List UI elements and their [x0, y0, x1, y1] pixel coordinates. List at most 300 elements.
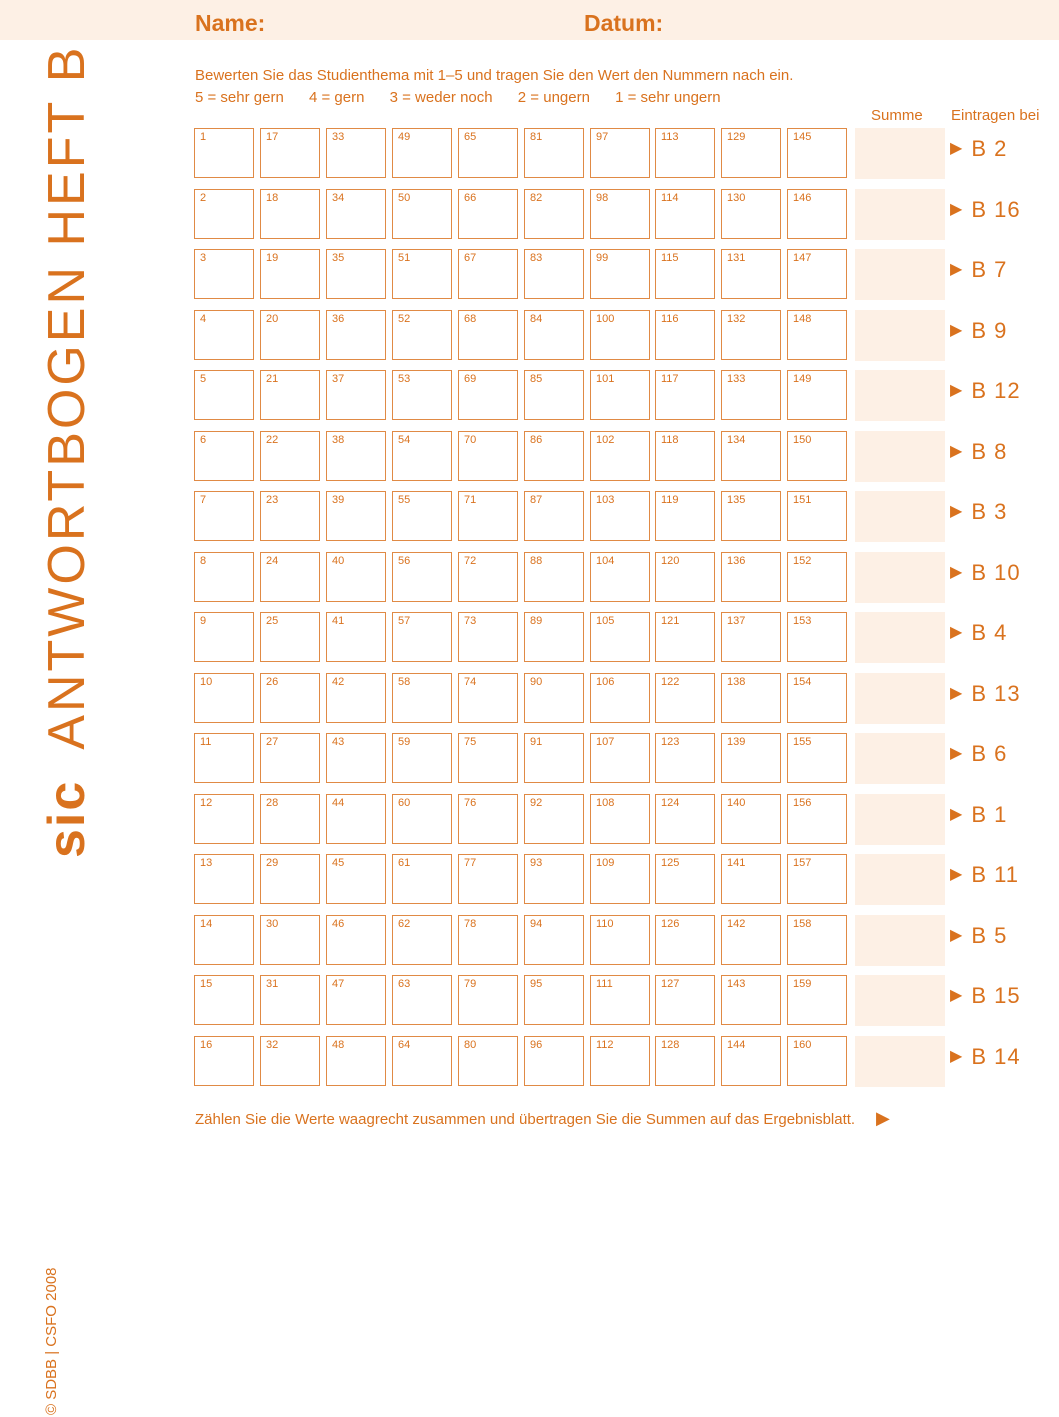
target-code: B 13 [971, 680, 1021, 706]
answer-cell[interactable] [655, 975, 715, 1025]
item-number: 29 [266, 857, 279, 869]
answer-cell[interactable] [260, 249, 320, 299]
answer-cell[interactable] [326, 612, 386, 662]
answer-cell[interactable] [326, 552, 386, 602]
answer-cell[interactable] [458, 552, 518, 602]
item-number: 53 [398, 373, 411, 385]
answer-cell[interactable] [590, 189, 650, 239]
answer-cell[interactable] [590, 128, 650, 178]
answer-cell[interactable] [590, 491, 650, 541]
answer-cell[interactable] [590, 794, 650, 844]
answer-cell[interactable] [721, 854, 781, 904]
answer-cell[interactable] [458, 915, 518, 965]
item-number: 142 [727, 917, 746, 930]
answer-cell[interactable] [655, 189, 715, 239]
answer-cell[interactable] [524, 794, 584, 844]
triangle-right-icon: ▶ [950, 321, 964, 339]
target-label [950, 681, 1021, 707]
item-number: 14 [200, 917, 213, 930]
answer-cell[interactable] [721, 915, 781, 965]
sum-field[interactable] [855, 491, 945, 542]
table-row [194, 310, 1054, 362]
sum-field[interactable] [855, 310, 945, 361]
triangle-right-icon: ▶ [950, 866, 964, 883]
answer-cell[interactable] [260, 794, 320, 844]
answer-cell[interactable] [458, 1036, 518, 1086]
answer-cell[interactable] [194, 612, 254, 662]
sum-field[interactable] [855, 673, 945, 724]
answer-cell[interactable] [326, 975, 386, 1025]
item-number: 35 [332, 252, 345, 264]
table-row [194, 552, 1054, 604]
item-number: 28 [266, 796, 279, 809]
item-number: 27 [266, 736, 279, 748]
answer-cell[interactable] [458, 794, 518, 844]
table-row [194, 673, 1054, 725]
item-number: 4 [200, 312, 207, 325]
answer-cell[interactable] [590, 612, 650, 662]
item-number: 97 [596, 131, 609, 143]
item-number: 112 [596, 1038, 614, 1051]
target-code: B 10 [971, 559, 1021, 585]
item-number: 116 [661, 312, 679, 325]
target-code: B 4 [971, 620, 1008, 645]
item-number: 111 [596, 978, 613, 990]
item-number: 67 [464, 252, 477, 264]
answer-cell[interactable] [655, 733, 715, 783]
answer-cell[interactable] [326, 310, 386, 360]
answer-cell[interactable] [194, 915, 254, 965]
triangle-right-icon: ▶ [950, 503, 964, 520]
answer-cell[interactable] [787, 975, 847, 1025]
answer-cell[interactable] [721, 128, 781, 178]
answer-cell[interactable] [194, 854, 254, 904]
answer-cell[interactable] [326, 733, 386, 783]
answer-cell[interactable] [392, 975, 452, 1025]
answer-cell[interactable] [326, 1036, 386, 1086]
table-row [194, 128, 1054, 180]
answer-cell[interactable] [260, 733, 320, 783]
answer-cell[interactable] [392, 128, 452, 178]
item-number: 134 [727, 433, 746, 446]
answer-cell[interactable] [721, 612, 781, 662]
target-code: B 14 [971, 1043, 1021, 1069]
answer-cell[interactable] [524, 975, 584, 1025]
answer-cell[interactable] [260, 370, 320, 420]
answer-cell[interactable] [392, 673, 452, 723]
answer-cell[interactable] [458, 310, 518, 360]
copyright-text: © SDBB | CSFO 2008 [43, 1267, 60, 1415]
target-label [950, 802, 1007, 828]
answer-cell[interactable] [655, 431, 715, 481]
item-number: 141 [727, 857, 746, 869]
answer-cell[interactable] [787, 431, 847, 481]
answer-cell[interactable] [326, 431, 386, 481]
item-number: 128 [661, 1038, 680, 1051]
item-number: 86 [530, 433, 543, 446]
item-number: 49 [398, 131, 411, 143]
answer-cell[interactable] [787, 612, 847, 662]
answer-cell[interactable] [392, 491, 452, 541]
table-row [194, 915, 1054, 967]
item-number: 105 [596, 615, 615, 627]
item-number: 13 [200, 857, 213, 869]
answer-cell[interactable] [194, 431, 254, 481]
sum-field[interactable] [855, 431, 945, 482]
item-number: 147 [793, 252, 812, 264]
sum-field[interactable] [855, 370, 945, 421]
answer-cell[interactable] [194, 370, 254, 420]
answer-cell[interactable] [721, 1036, 781, 1086]
footer-instruction: Zählen Sie die Werte waagrecht zusammen und übertragen Sie die Summen auf das Ergebnisblatt. [195, 1111, 856, 1128]
answer-cell[interactable] [787, 491, 847, 541]
answer-cell[interactable] [260, 128, 320, 178]
answer-cell[interactable] [260, 310, 320, 360]
answer-cell[interactable] [787, 673, 847, 723]
answer-cell[interactable] [326, 128, 386, 178]
target-label [950, 741, 1007, 767]
item-number: 133 [727, 373, 746, 385]
answer-cell[interactable] [721, 794, 781, 844]
date-label: Datum: [584, 10, 664, 36]
triangle-right-icon: ▶ [950, 624, 964, 641]
item-number: 118 [661, 433, 679, 446]
answer-cell[interactable] [524, 128, 584, 178]
answer-cell[interactable] [194, 310, 254, 360]
answer-cell[interactable] [655, 854, 715, 904]
item-number: 15 [200, 978, 213, 990]
item-number: 24 [266, 554, 279, 567]
answer-cell[interactable] [194, 733, 254, 783]
item-number: 108 [596, 796, 615, 809]
sum-field[interactable] [855, 249, 945, 300]
item-number: 75 [464, 736, 477, 748]
sum-field[interactable] [855, 733, 945, 784]
answer-cell[interactable] [655, 370, 715, 420]
answer-cell[interactable] [260, 854, 320, 904]
answer-cell[interactable] [392, 370, 452, 420]
answer-cell[interactable] [392, 189, 452, 239]
item-number: 130 [727, 191, 746, 204]
answer-cell[interactable] [721, 431, 781, 481]
answer-cell[interactable] [326, 370, 386, 420]
sum-field[interactable] [855, 552, 945, 603]
item-number: 139 [727, 736, 746, 748]
target-label [950, 620, 1007, 646]
item-number: 124 [661, 796, 680, 809]
item-number: 85 [530, 373, 543, 385]
table-row [194, 189, 1054, 241]
item-number: 7 [200, 494, 207, 506]
item-number: 12 [200, 796, 213, 809]
item-number: 59 [398, 736, 411, 748]
answer-cell[interactable] [392, 552, 452, 602]
answer-cell[interactable] [787, 552, 847, 602]
answer-cell[interactable] [655, 552, 715, 602]
answer-cell[interactable] [590, 975, 650, 1025]
answer-cell[interactable] [787, 128, 847, 178]
item-number: 115 [661, 252, 679, 264]
answer-cell[interactable] [194, 249, 254, 299]
sum-field[interactable] [855, 1036, 945, 1087]
item-number: 94 [530, 917, 543, 930]
item-number: 91 [530, 736, 543, 748]
answer-cell[interactable] [194, 189, 254, 239]
answer-cell[interactable] [524, 189, 584, 239]
item-number: 37 [332, 373, 345, 385]
answer-cell[interactable] [524, 733, 584, 783]
answer-cell[interactable] [721, 491, 781, 541]
item-number: 38 [332, 433, 345, 446]
target-code: B 15 [971, 983, 1021, 1008]
answer-cell[interactable] [392, 1036, 452, 1086]
sum-field[interactable] [855, 128, 945, 179]
answer-cell[interactable] [458, 189, 518, 239]
answer-cell[interactable] [260, 673, 320, 723]
answer-cell[interactable] [721, 673, 781, 723]
answer-cell[interactable] [590, 673, 650, 723]
answer-cell[interactable] [194, 673, 254, 723]
answer-cell[interactable] [260, 491, 320, 541]
answer-cell[interactable] [458, 370, 518, 420]
item-number: 140 [727, 796, 746, 809]
item-number: 102 [596, 433, 615, 446]
target-label [950, 862, 1019, 888]
item-number: 146 [793, 191, 812, 204]
answer-cell[interactable] [590, 1036, 650, 1086]
item-number: 76 [464, 796, 477, 809]
answer-cell[interactable] [590, 310, 650, 360]
answer-cell[interactable] [260, 975, 320, 1025]
answer-cell[interactable] [655, 612, 715, 662]
sum-field[interactable] [855, 794, 945, 845]
answer-cell[interactable] [260, 612, 320, 662]
answer-cell[interactable] [721, 975, 781, 1025]
legend-item: 2 = ungern [517, 89, 590, 106]
item-number: 121 [661, 615, 680, 627]
answer-cell[interactable] [524, 1036, 584, 1086]
item-number: 151 [793, 494, 812, 506]
answer-cell[interactable] [524, 854, 584, 904]
answer-cell[interactable] [392, 612, 452, 662]
answer-cell[interactable] [590, 370, 650, 420]
answer-cell[interactable] [524, 310, 584, 360]
answer-cell[interactable] [458, 612, 518, 662]
answer-cell[interactable] [787, 794, 847, 844]
item-number: 149 [793, 373, 812, 385]
answer-cell[interactable] [655, 128, 715, 178]
answer-cell[interactable] [392, 310, 452, 360]
answer-cell[interactable] [194, 491, 254, 541]
item-number: 81 [530, 131, 543, 143]
sum-field[interactable] [855, 612, 945, 663]
answer-cell[interactable] [458, 491, 518, 541]
answer-cell[interactable] [458, 854, 518, 904]
answer-cell[interactable] [524, 673, 584, 723]
answer-cell[interactable] [392, 915, 452, 965]
item-number: 122 [661, 675, 680, 688]
item-number: 2 [200, 191, 207, 204]
item-number: 60 [398, 796, 411, 809]
item-number: 152 [793, 554, 812, 567]
item-number: 144 [727, 1038, 746, 1051]
item-number: 57 [398, 615, 411, 627]
answer-cell[interactable] [655, 310, 715, 360]
answer-cell[interactable] [524, 915, 584, 965]
item-number: 148 [793, 312, 812, 325]
answer-cell[interactable] [326, 854, 386, 904]
target-label [950, 257, 1007, 283]
answer-cell[interactable] [787, 1036, 847, 1086]
answer-cell[interactable] [655, 1036, 715, 1086]
answer-cell[interactable] [458, 431, 518, 481]
item-number: 132 [727, 312, 746, 325]
item-number: 157 [793, 857, 812, 869]
item-number: 45 [332, 857, 345, 869]
item-number: 159 [793, 978, 812, 990]
answer-cell[interactable] [326, 794, 386, 844]
triangle-right-icon: ▶ [950, 140, 964, 157]
answer-cell[interactable] [392, 794, 452, 844]
answer-cell[interactable] [721, 310, 781, 360]
answer-cell[interactable] [458, 733, 518, 783]
item-number: 68 [464, 312, 477, 325]
sum-field[interactable] [855, 854, 945, 905]
answer-cell[interactable] [655, 249, 715, 299]
answer-cell[interactable] [524, 552, 584, 602]
answer-cell[interactable] [260, 189, 320, 239]
target-label [950, 499, 1007, 525]
answer-cell[interactable] [524, 370, 584, 420]
target-code: B 1 [971, 801, 1008, 827]
answer-cell[interactable] [260, 431, 320, 481]
answer-cell[interactable] [392, 431, 452, 481]
target-label [950, 983, 1021, 1009]
answer-cell[interactable] [721, 552, 781, 602]
answer-cell[interactable] [194, 794, 254, 844]
answer-cell[interactable] [260, 552, 320, 602]
answer-cell[interactable] [787, 189, 847, 239]
answer-cell[interactable] [787, 249, 847, 299]
answer-cell[interactable] [194, 975, 254, 1025]
item-number: 5 [200, 373, 207, 385]
target-code: B 2 [971, 136, 1008, 161]
answer-cell[interactable] [655, 491, 715, 541]
answer-cell[interactable] [590, 552, 650, 602]
answer-cell[interactable] [458, 975, 518, 1025]
answer-cell[interactable] [392, 854, 452, 904]
answer-cell[interactable] [721, 370, 781, 420]
item-number: 56 [398, 554, 411, 567]
item-number: 153 [793, 615, 812, 627]
answer-cell[interactable] [458, 249, 518, 299]
answer-cell[interactable] [458, 673, 518, 723]
item-number: 158 [793, 917, 812, 930]
item-number: 47 [332, 978, 345, 990]
item-number: 8 [200, 554, 207, 567]
legend-item: 4 = gern [308, 89, 365, 106]
item-number: 100 [596, 312, 615, 325]
item-number: 1 [200, 131, 207, 143]
answer-cell[interactable] [260, 1036, 320, 1086]
answer-cell[interactable] [524, 612, 584, 662]
item-number: 34 [332, 191, 345, 204]
answer-cell[interactable] [787, 733, 847, 783]
item-number: 150 [793, 433, 812, 446]
item-number: 74 [464, 675, 477, 688]
legend-item: 1 = sehr ungern [615, 89, 721, 106]
answer-cell[interactable] [590, 249, 650, 299]
answer-cell[interactable] [787, 854, 847, 904]
answer-cell[interactable] [194, 552, 254, 602]
answer-cell[interactable] [326, 249, 386, 299]
answer-cell[interactable] [590, 733, 650, 783]
item-number: 42 [332, 675, 345, 688]
item-number: 88 [530, 554, 543, 567]
target-label [950, 439, 1007, 465]
target-code: B 3 [971, 499, 1008, 524]
item-number: 69 [464, 373, 477, 385]
sum-field[interactable] [855, 975, 945, 1026]
answer-cell[interactable] [392, 249, 452, 299]
answer-cell[interactable] [655, 915, 715, 965]
answer-cell[interactable] [524, 491, 584, 541]
table-row [194, 854, 1054, 906]
answer-cell[interactable] [458, 128, 518, 178]
item-number: 39 [332, 494, 345, 506]
answer-cell[interactable] [326, 915, 386, 965]
answer-cell[interactable] [194, 128, 254, 178]
item-number: 26 [266, 675, 279, 688]
item-number: 58 [398, 675, 411, 688]
sum-field[interactable] [855, 915, 945, 966]
answer-cell[interactable] [392, 733, 452, 783]
target-column-header: Eintragen bei [951, 107, 1040, 124]
answer-cell[interactable] [787, 310, 847, 360]
answer-cell[interactable] [721, 733, 781, 783]
answer-cell[interactable] [590, 915, 650, 965]
sum-field[interactable] [855, 189, 945, 240]
item-number: 40 [332, 554, 345, 567]
target-label [950, 136, 1007, 162]
answer-cell[interactable] [326, 673, 386, 723]
answer-cell[interactable] [524, 249, 584, 299]
legend-item: 5 = sehr gern [195, 89, 284, 106]
answer-cell[interactable] [787, 915, 847, 965]
answer-cell[interactable] [721, 249, 781, 299]
answer-cell[interactable] [326, 189, 386, 239]
answer-cell[interactable] [524, 431, 584, 481]
item-number: 9 [200, 615, 207, 627]
answer-cell[interactable] [655, 673, 715, 723]
answer-cell[interactable] [721, 189, 781, 239]
answer-cell[interactable] [194, 1036, 254, 1086]
item-number: 104 [596, 554, 615, 567]
item-number: 80 [464, 1038, 477, 1051]
answer-cell[interactable] [260, 915, 320, 965]
item-number: 41 [332, 615, 345, 627]
item-number: 119 [661, 494, 679, 506]
item-number: 126 [661, 917, 680, 930]
item-number: 155 [793, 736, 812, 748]
answer-cell[interactable] [590, 854, 650, 904]
item-number: 106 [596, 675, 615, 688]
answer-cell[interactable] [655, 794, 715, 844]
item-number: 16 [200, 1038, 213, 1051]
answer-cell[interactable] [787, 370, 847, 420]
answer-cell[interactable] [590, 431, 650, 481]
answer-cell[interactable] [326, 491, 386, 541]
